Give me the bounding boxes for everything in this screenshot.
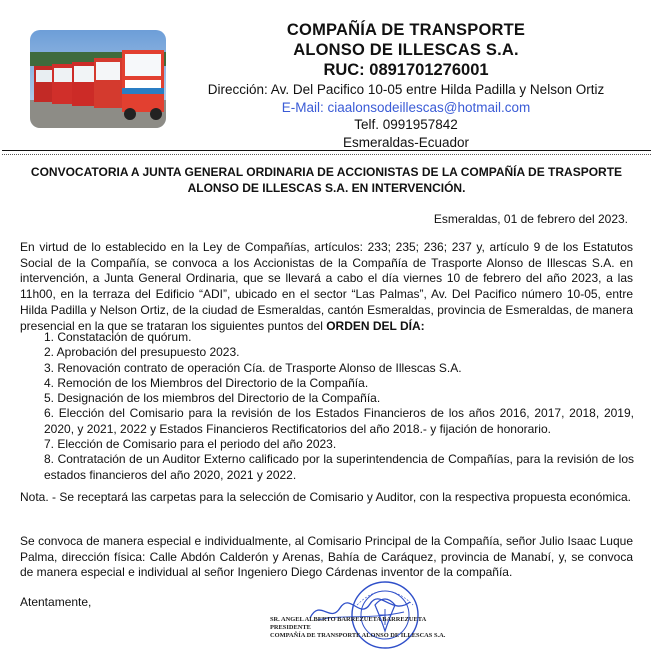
agenda-item: 4. Remoción de los Miembros del Directorio de la Compañía. [44, 375, 369, 390]
company-name-line1: COMPAÑÍA DE TRANSPORTE [286, 21, 526, 39]
note-paragraph: Nota. - Se receptará las carpetas para la selección de Comisario y Auditor, con la respectiva propuesta económica. [20, 490, 631, 504]
agenda-label: ORDEN DEL DÍA: [326, 318, 425, 333]
company-info [180, 20, 632, 151]
agenda-list [44, 330, 634, 483]
agenda-item: 1. Constatación de quórum. [44, 330, 192, 344]
company-phone: Telf. 0991957842 [354, 117, 458, 132]
agenda-item: 8. Contratación de un Auditor Externo calificado por la superintendencia de Compañías, para la revisión de los estados financieros del año 2020, 2021 y 2022. [44, 452, 634, 482]
signer-name: SR. ANGEL ALBERTO BARREZUETA BARREZUETA [270, 616, 427, 623]
company-city: Esmeraldas-Ecuador [342, 134, 470, 150]
agenda-item: 3. Renovación contrato de operación Cía. de Trasporte Alonso de Illescas S.A. [44, 360, 462, 375]
company-email[interactable]: E-Mail: ciaalonsodeillescas@hotmail.com [281, 99, 531, 115]
company-name-line2: ALONSO DE ILLESCAS S.A. [293, 41, 519, 59]
convocation-text: En virtud de lo establecido en la Ley de Compañías, artículos: 233; 235; 236; 237 y, artículo 9 de los Estatutos Social de la Compañía, se convoca a los Accionistas de la Compañía de Trasporte Alonso de Illescas S.A. en intervención, a Junta General Ordinaria, que se llevará a cabo el día viernes 10 de febrero del año 2023, a las 11h00, en la terraza del Edificio “ADI”, ubicado en el sector “Las Palmas”, Av. Del Pacifico número 10-05, entre Hilda Padilla y Nelson Ortiz, de la ciudad de Esmeraldas, cantón Esmeraldas, provincia de Esmeraldas, de manera presencial en la que se trataran los siguientes puntos del [20, 240, 633, 333]
special-convocation-paragraph: Se convoca de manera especial e individualmente, al Comisario Principal de la Compañía, señor Julio Isaac Luque Palma, dirección física: Calle Abdón Calderón y Arenas, Bahía de Caráquez, provincia de Manabí, y, se convoca de manera especial e individual al señor Ingeniero Diego Cárdenas inventor de la compañía. [20, 534, 633, 580]
company-ruc: RUC: 0891701276001 [323, 61, 489, 79]
agenda-item: 5. Designación de los miembros del Directorio de la Compañía. [44, 391, 381, 406]
header-divider-dotted [2, 154, 651, 155]
signer-role: PRESIDENTE [270, 624, 311, 631]
header-divider [2, 150, 651, 151]
agenda-item: 6. Elección del Comisario para la revisión de los Estados Financieros de los años 2016, 2017, 2018, 2019, 2020, y 2021, 2022 y Estados Financieros Rectificatorios del año 2018.- y fijación de honorario. [44, 406, 634, 436]
signature-block [270, 616, 445, 640]
document-title: CONVOCATORIA A JUNTA GENERAL ORDINARIA DE ACCIONISTAS DE LA COMPAÑÍA DE TRASPORTE ALONSO DE ILLESCAS S.A. EN INTERVENCIÓN. [30, 165, 623, 195]
convocation-paragraph [20, 240, 633, 334]
agenda-item: 2. Aprobación del presupuesto 2023. [44, 345, 240, 360]
signer-company: COMPAÑÍA DE TRANSPORTE ALONSO DE ILLESCAS S.A. [270, 632, 446, 639]
letterhead [0, 0, 653, 150]
company-address: Dirección: Av. Del Pacifico 10-05 entre Hilda Padilla y Nelson Ortiz [207, 82, 605, 97]
bus-fleet-photo [30, 30, 166, 128]
agenda-item: 7. Elección de Comisario para el periodo del año 2023. [44, 437, 337, 452]
document-date: Esmeraldas, 01 de febrero del 2023. [433, 212, 628, 226]
closing-salutation: Atentamente, [20, 595, 92, 609]
